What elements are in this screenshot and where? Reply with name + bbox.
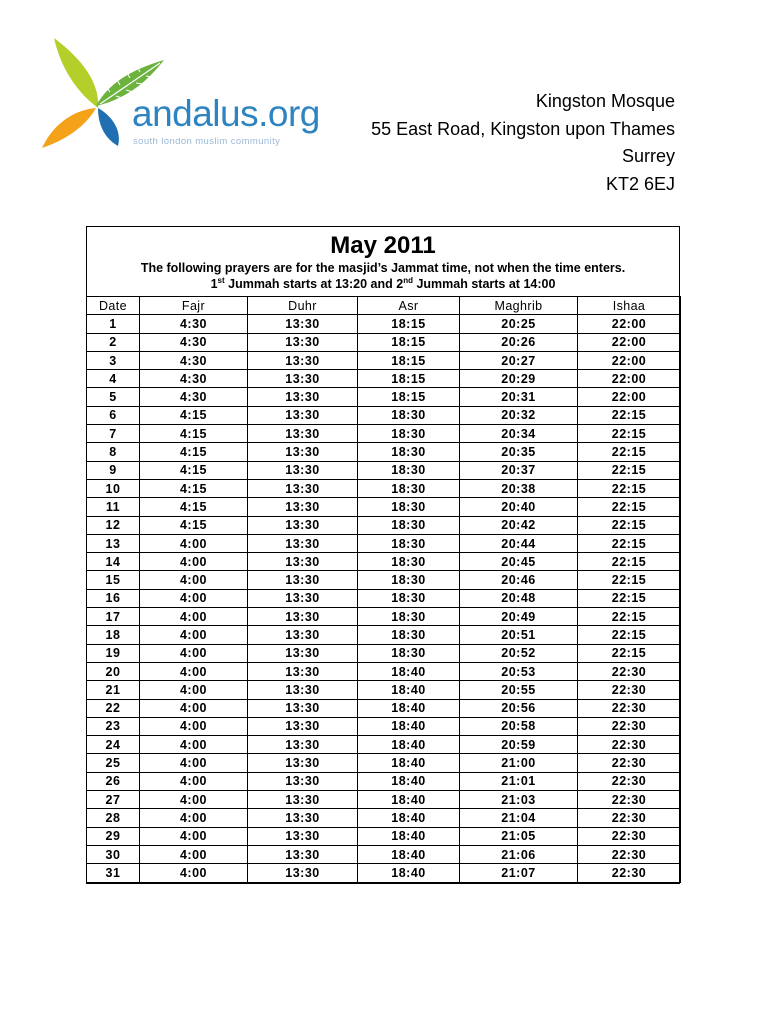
cell-asr: 18:15 [358, 370, 460, 388]
cell-ishaa: 22:15 [578, 479, 681, 497]
cell-duhr: 13:30 [248, 351, 358, 369]
table-row [87, 864, 681, 882]
prayer-times-table [86, 296, 681, 883]
table-row [87, 791, 681, 809]
cell-ishaa: 22:00 [578, 333, 681, 351]
cell-asr: 18:30 [358, 626, 460, 644]
cell-fajr: 4:00 [140, 754, 248, 772]
cell-date: 19 [87, 644, 140, 662]
cell-fajr: 4:00 [140, 608, 248, 626]
cell-duhr: 13:30 [248, 626, 358, 644]
cell-ishaa: 22:15 [578, 406, 681, 424]
column-header-fajr: Fajr [140, 297, 248, 315]
cell-fajr: 4:00 [140, 589, 248, 607]
cell-date: 31 [87, 864, 140, 882]
cell-duhr: 13:30 [248, 827, 358, 845]
cell-fajr: 4:15 [140, 461, 248, 479]
cell-date: 5 [87, 388, 140, 406]
cell-asr: 18:30 [358, 461, 460, 479]
cell-date: 25 [87, 754, 140, 772]
cell-maghrib: 20:42 [460, 516, 578, 534]
cell-ishaa: 22:30 [578, 754, 681, 772]
cell-maghrib: 20:34 [460, 425, 578, 443]
cell-maghrib: 20:37 [460, 461, 578, 479]
table-row [87, 406, 681, 424]
cell-fajr: 4:00 [140, 571, 248, 589]
cell-duhr: 13:30 [248, 406, 358, 424]
cell-duhr: 13:30 [248, 662, 358, 680]
cell-duhr: 13:30 [248, 717, 358, 735]
cell-asr: 18:40 [358, 772, 460, 790]
cell-date: 24 [87, 736, 140, 754]
cell-ishaa: 22:30 [578, 699, 681, 717]
table-row [87, 589, 681, 607]
cell-maghrib: 20:29 [460, 370, 578, 388]
cell-ishaa: 22:30 [578, 772, 681, 790]
cell-fajr: 4:30 [140, 333, 248, 351]
cell-date: 10 [87, 479, 140, 497]
mosque-address [371, 88, 675, 198]
column-header-ishaa: Ishaa [578, 297, 681, 315]
cell-fajr: 4:00 [140, 626, 248, 644]
table-row [87, 443, 681, 461]
table-row [87, 644, 681, 662]
cell-date: 17 [87, 608, 140, 626]
cell-asr: 18:30 [358, 589, 460, 607]
cell-fajr: 4:00 [140, 736, 248, 754]
cell-duhr: 13:30 [248, 699, 358, 717]
cell-duhr: 13:30 [248, 754, 358, 772]
cell-maghrib: 20:31 [460, 388, 578, 406]
cell-duhr: 13:30 [248, 553, 358, 571]
table-row [87, 845, 681, 863]
column-header-asr: Asr [358, 297, 460, 315]
timetable-title: May 2011 [330, 232, 436, 259]
jummah-note: 1st Jummah starts at 13:20 and 2nd Jummah starts at 14:00 [210, 275, 556, 291]
cell-date: 9 [87, 461, 140, 479]
table-row [87, 736, 681, 754]
cell-maghrib: 20:49 [460, 608, 578, 626]
cell-date: 8 [87, 443, 140, 461]
cell-fajr: 4:00 [140, 662, 248, 680]
cell-date: 12 [87, 516, 140, 534]
cell-asr: 18:30 [358, 534, 460, 552]
cell-date: 2 [87, 333, 140, 351]
cell-fajr: 4:30 [140, 370, 248, 388]
cell-ishaa: 22:30 [578, 681, 681, 699]
cell-ishaa: 22:30 [578, 791, 681, 809]
cell-fajr: 4:00 [140, 864, 248, 882]
cell-asr: 18:40 [358, 736, 460, 754]
cell-date: 3 [87, 351, 140, 369]
table-row [87, 827, 681, 845]
cell-maghrib: 20:40 [460, 498, 578, 516]
address-line-postcode: KT2 6EJ [605, 173, 675, 194]
cell-ishaa: 22:30 [578, 662, 681, 680]
cell-asr: 18:40 [358, 791, 460, 809]
cell-ishaa: 22:15 [578, 443, 681, 461]
cell-fajr: 4:00 [140, 827, 248, 845]
cell-maghrib: 20:27 [460, 351, 578, 369]
logo-tagline: south london muslim community [133, 136, 281, 147]
cell-ishaa: 22:00 [578, 351, 681, 369]
cell-duhr: 13:30 [248, 608, 358, 626]
cell-ishaa: 22:30 [578, 845, 681, 863]
cell-maghrib: 20:46 [460, 571, 578, 589]
table-row [87, 461, 681, 479]
address-line-street: 55 East Road, Kingston upon Thames [371, 118, 675, 139]
table-row [87, 626, 681, 644]
table-header-row [87, 297, 681, 315]
cell-duhr: 13:30 [248, 425, 358, 443]
cell-duhr: 13:30 [248, 681, 358, 699]
table-row [87, 333, 681, 351]
cell-maghrib: 21:01 [460, 772, 578, 790]
cell-ishaa: 22:30 [578, 809, 681, 827]
cell-maghrib: 21:05 [460, 827, 578, 845]
table-row [87, 425, 681, 443]
cell-fajr: 4:15 [140, 406, 248, 424]
cell-asr: 18:40 [358, 717, 460, 735]
table-row [87, 809, 681, 827]
table-row [87, 717, 681, 735]
cell-ishaa: 22:15 [578, 425, 681, 443]
cell-asr: 18:15 [358, 388, 460, 406]
cell-date: 1 [87, 315, 140, 333]
cell-date: 16 [87, 589, 140, 607]
cell-maghrib: 21:06 [460, 845, 578, 863]
cell-asr: 18:30 [358, 608, 460, 626]
cell-fajr: 4:15 [140, 479, 248, 497]
cell-ishaa: 22:15 [578, 498, 681, 516]
cell-asr: 18:40 [358, 827, 460, 845]
table-row [87, 608, 681, 626]
cell-date: 30 [87, 845, 140, 863]
cell-asr: 18:40 [358, 681, 460, 699]
cell-date: 29 [87, 827, 140, 845]
cell-date: 28 [87, 809, 140, 827]
address-line-county: Surrey [621, 146, 675, 166]
cell-fajr: 4:30 [140, 315, 248, 333]
cell-date: 11 [87, 498, 140, 516]
cell-asr: 18:30 [358, 516, 460, 534]
cell-asr: 18:15 [358, 333, 460, 351]
cell-maghrib: 21:04 [460, 809, 578, 827]
address-line-name: Kingston Mosque [535, 91, 675, 111]
cell-fajr: 4:00 [140, 772, 248, 790]
cell-fajr: 4:15 [140, 425, 248, 443]
cell-maghrib: 20:48 [460, 589, 578, 607]
cell-duhr: 13:30 [248, 589, 358, 607]
cell-date: 13 [87, 534, 140, 552]
cell-ishaa: 22:30 [578, 717, 681, 735]
cell-maghrib: 20:35 [460, 443, 578, 461]
cell-fajr: 4:00 [140, 534, 248, 552]
cell-date: 6 [87, 406, 140, 424]
cell-maghrib: 21:00 [460, 754, 578, 772]
cell-ishaa: 22:15 [578, 589, 681, 607]
cell-duhr: 13:30 [248, 864, 358, 882]
cell-date: 18 [87, 626, 140, 644]
table-row [87, 699, 681, 717]
cell-asr: 18:30 [358, 553, 460, 571]
cell-maghrib: 20:25 [460, 315, 578, 333]
cell-ishaa: 22:15 [578, 608, 681, 626]
table-row [87, 681, 681, 699]
cell-duhr: 13:30 [248, 388, 358, 406]
cell-fajr: 4:15 [140, 498, 248, 516]
cell-duhr: 13:30 [248, 498, 358, 516]
cell-maghrib: 21:03 [460, 791, 578, 809]
cell-duhr: 13:30 [248, 461, 358, 479]
cell-duhr: 13:30 [248, 791, 358, 809]
cell-asr: 18:40 [358, 809, 460, 827]
cell-fajr: 4:00 [140, 699, 248, 717]
cell-date: 4 [87, 370, 140, 388]
cell-maghrib: 20:44 [460, 534, 578, 552]
cell-date: 21 [87, 681, 140, 699]
table-row [87, 479, 681, 497]
cell-duhr: 13:30 [248, 845, 358, 863]
cell-duhr: 13:30 [248, 571, 358, 589]
cell-fajr: 4:00 [140, 809, 248, 827]
cell-asr: 18:40 [358, 662, 460, 680]
cell-maghrib: 21:07 [460, 864, 578, 882]
table-row [87, 388, 681, 406]
cell-date: 7 [87, 425, 140, 443]
cell-ishaa: 22:00 [578, 388, 681, 406]
column-header-duhr: Duhr [248, 297, 358, 315]
cell-ishaa: 22:00 [578, 370, 681, 388]
cell-duhr: 13:30 [248, 315, 358, 333]
cell-maghrib: 20:32 [460, 406, 578, 424]
cell-ishaa: 22:30 [578, 827, 681, 845]
cell-duhr: 13:30 [248, 479, 358, 497]
cell-maghrib: 20:26 [460, 333, 578, 351]
table-row [87, 571, 681, 589]
cell-duhr: 13:30 [248, 333, 358, 351]
cell-duhr: 13:30 [248, 644, 358, 662]
cell-date: 14 [87, 553, 140, 571]
cell-date: 20 [87, 662, 140, 680]
cell-fajr: 4:15 [140, 443, 248, 461]
logo-wordmark: andalus.org [132, 93, 320, 134]
cell-asr: 18:40 [358, 845, 460, 863]
cell-asr: 18:40 [358, 699, 460, 717]
cell-ishaa: 22:00 [578, 315, 681, 333]
cell-maghrib: 20:53 [460, 662, 578, 680]
cell-maghrib: 20:51 [460, 626, 578, 644]
cell-ishaa: 22:15 [578, 571, 681, 589]
cell-duhr: 13:30 [248, 516, 358, 534]
cell-ishaa: 22:30 [578, 736, 681, 754]
cell-asr: 18:30 [358, 406, 460, 424]
cell-maghrib: 20:55 [460, 681, 578, 699]
cell-asr: 18:15 [358, 315, 460, 333]
cell-date: 15 [87, 571, 140, 589]
column-header-maghrib: Maghrib [460, 297, 578, 315]
prayer-timetable [86, 226, 680, 884]
cell-asr: 18:30 [358, 425, 460, 443]
cell-asr: 18:30 [358, 479, 460, 497]
cell-duhr: 13:30 [248, 370, 358, 388]
table-row [87, 534, 681, 552]
cell-duhr: 13:30 [248, 534, 358, 552]
cell-ishaa: 22:30 [578, 864, 681, 882]
table-row [87, 498, 681, 516]
table-row [87, 662, 681, 680]
cell-maghrib: 20:56 [460, 699, 578, 717]
cell-duhr: 13:30 [248, 443, 358, 461]
cell-date: 22 [87, 699, 140, 717]
table-row [87, 754, 681, 772]
cell-fajr: 4:00 [140, 845, 248, 863]
cell-asr: 18:30 [358, 498, 460, 516]
table-row [87, 370, 681, 388]
cell-ishaa: 22:15 [578, 516, 681, 534]
cell-duhr: 13:30 [248, 736, 358, 754]
cell-asr: 18:30 [358, 644, 460, 662]
cell-duhr: 13:30 [248, 809, 358, 827]
table-row [87, 315, 681, 333]
cell-asr: 18:40 [358, 864, 460, 882]
cell-ishaa: 22:15 [578, 626, 681, 644]
cell-asr: 18:30 [358, 571, 460, 589]
table-row [87, 553, 681, 571]
cell-asr: 18:40 [358, 754, 460, 772]
cell-date: 23 [87, 717, 140, 735]
cell-duhr: 13:30 [248, 772, 358, 790]
cell-fajr: 4:30 [140, 351, 248, 369]
cell-ishaa: 22:15 [578, 553, 681, 571]
cell-fajr: 4:30 [140, 388, 248, 406]
cell-fajr: 4:00 [140, 644, 248, 662]
timetable-note: The following prayers are for the masjid’s Jammat time, not when the time enters. [140, 261, 626, 275]
cell-maghrib: 20:52 [460, 644, 578, 662]
cell-fajr: 4:00 [140, 791, 248, 809]
column-header-date: Date [87, 297, 140, 315]
cell-fajr: 4:15 [140, 516, 248, 534]
table-row [87, 516, 681, 534]
table-row [87, 772, 681, 790]
cell-ishaa: 22:15 [578, 534, 681, 552]
cell-maghrib: 20:45 [460, 553, 578, 571]
cell-maghrib: 20:38 [460, 479, 578, 497]
cell-date: 27 [87, 791, 140, 809]
cell-maghrib: 20:59 [460, 736, 578, 754]
cell-date: 26 [87, 772, 140, 790]
cell-asr: 18:15 [358, 351, 460, 369]
cell-asr: 18:30 [358, 443, 460, 461]
cell-fajr: 4:00 [140, 717, 248, 735]
cell-fajr: 4:00 [140, 681, 248, 699]
cell-ishaa: 22:15 [578, 461, 681, 479]
cell-maghrib: 20:58 [460, 717, 578, 735]
cell-ishaa: 22:15 [578, 644, 681, 662]
table-row [87, 351, 681, 369]
cell-fajr: 4:00 [140, 553, 248, 571]
